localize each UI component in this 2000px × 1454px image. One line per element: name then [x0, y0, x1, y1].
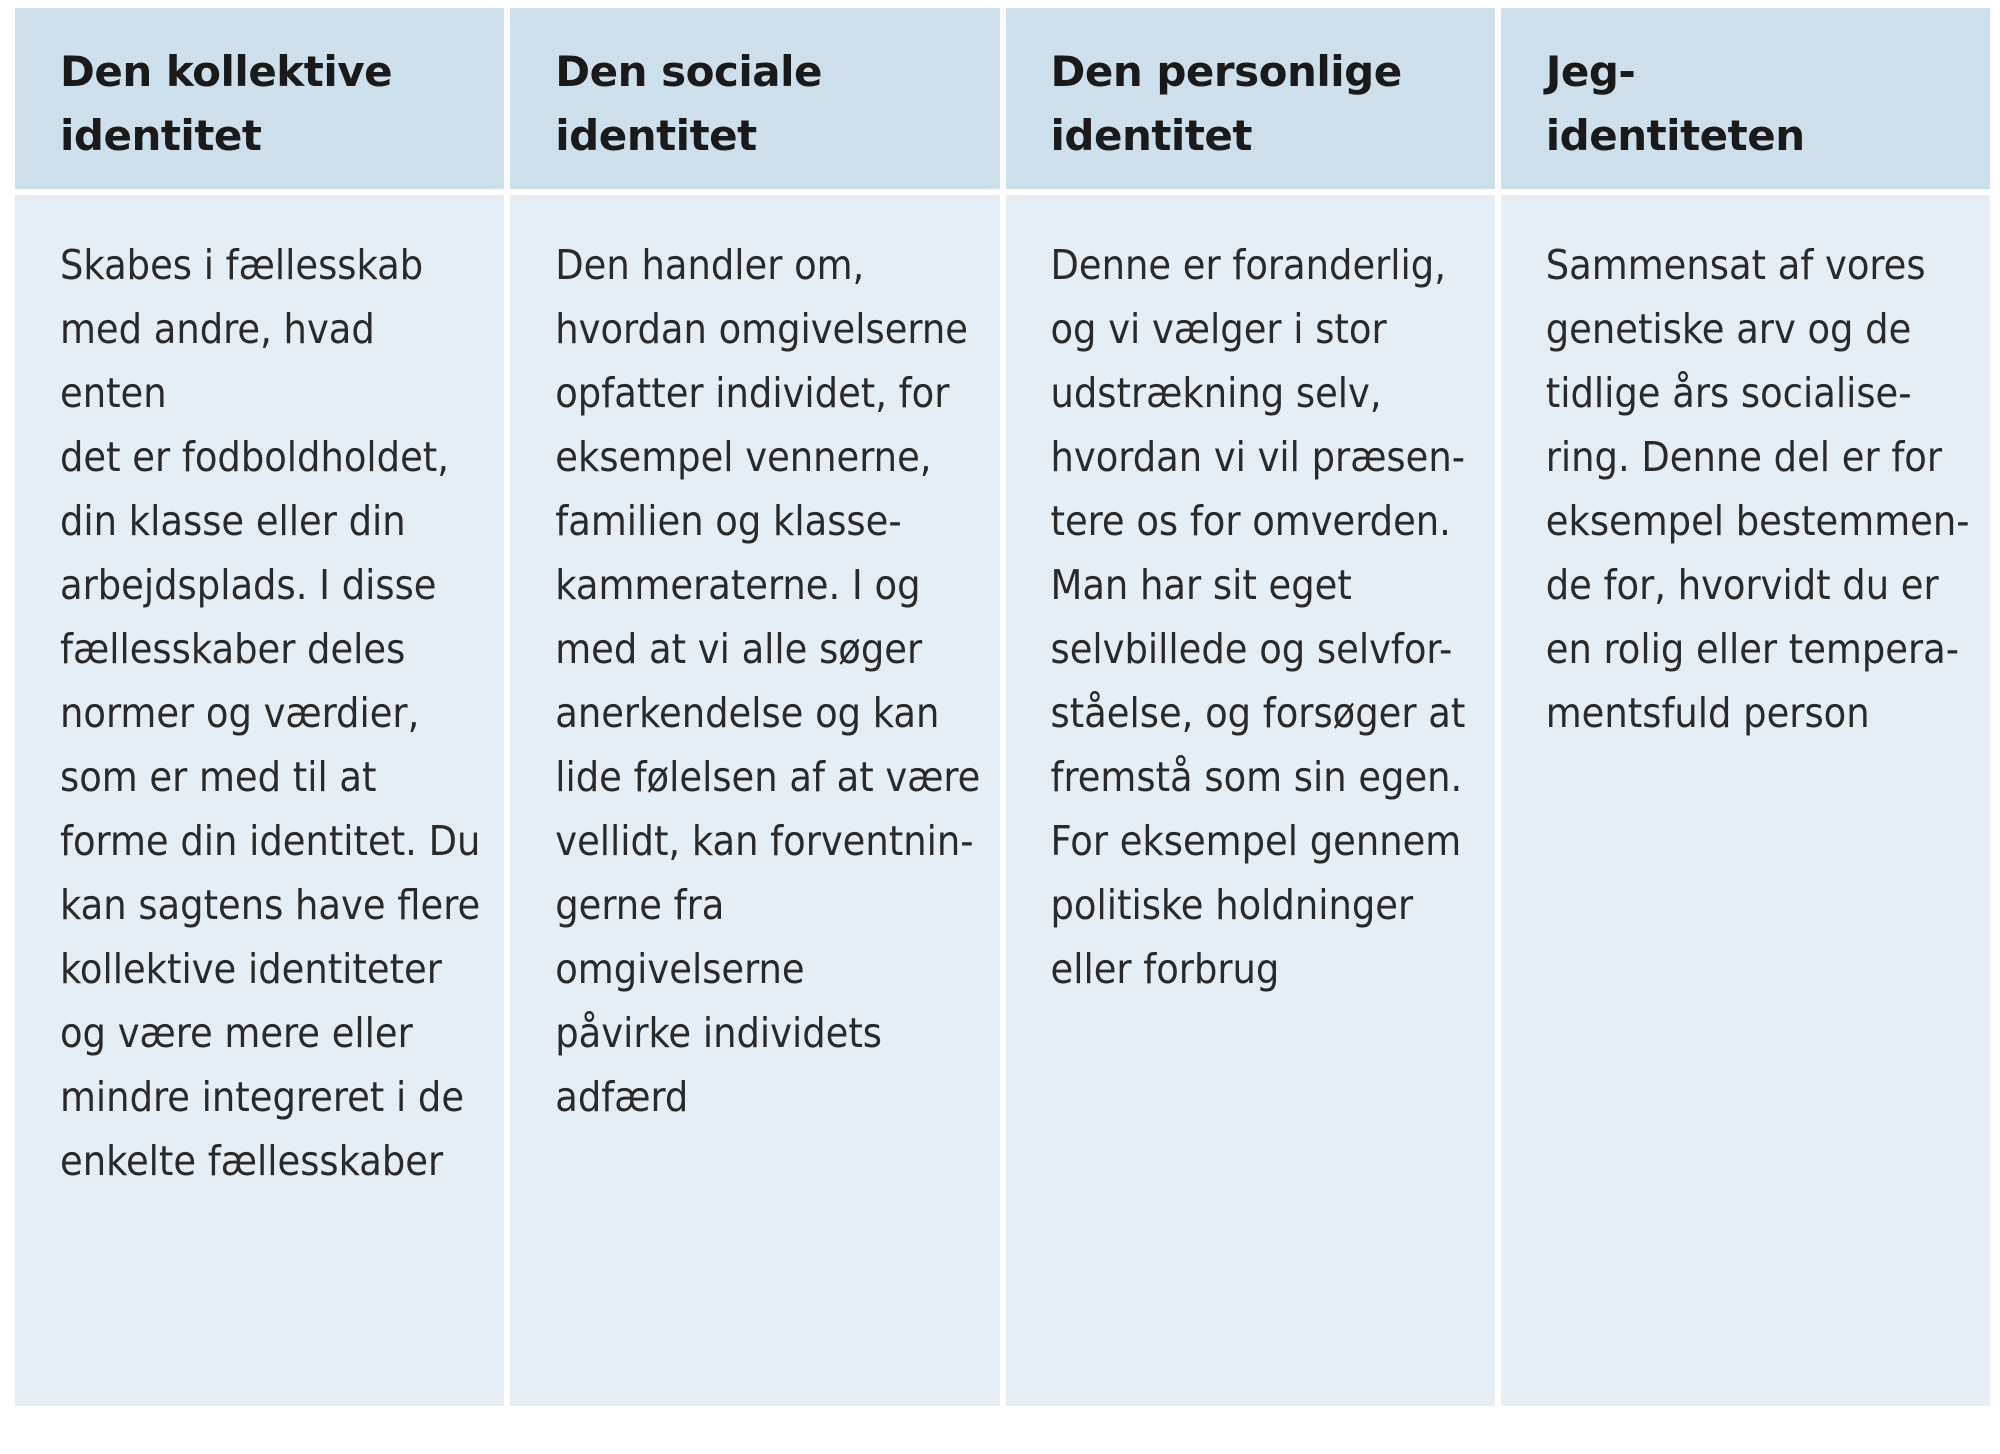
column-header: Den sociale identitet: [510, 8, 999, 189]
column-collective-identity: [15, 8, 504, 1406]
column-header: Den kollektive identitet: [15, 8, 504, 189]
column-body: Sammensat af vores genetiske arv og de tidlige års socialise- ring. Denne del er for eksempel bestemmen- de for, hvorvidt du er en rolig eller tempera- mentsfuld person: [1501, 195, 1990, 1406]
column-social-identity: [510, 8, 999, 1406]
column-body: Den handler om, hvordan omgivelserne opfatter individet, for eksempel vennerne, familien og klasse- kammeraterne. I og med at vi alle søger anerkendelse og kan lide følelsen af at være vellidt, kan forventnin- gerne fra omgivelserne påvirke individets adfærd: [510, 195, 999, 1406]
column-ego-identity: [1501, 8, 1990, 1406]
column-body: Denne er foranderlig, og vi vælger i stor udstrækning selv, hvordan vi vil præsen- tere os for omverden. Man har sit eget selvbillede og selvfor- ståelse, og forsøger at fremstå som sin egen. For eksempel gennem politiske holdninger eller forbrug: [1006, 195, 1495, 1406]
column-personal-identity: [1006, 8, 1495, 1406]
column-body: Skabes i fællesskab med andre, hvad enten det er fodboldholdet, din klasse eller din arbejdsplads. I disse fællesskaber deles normer og værdier, som er med til at forme din identitet. Du kan sagtens have flere kollektive identiteter og være mere eller mindre integreret i de enkelte fællesskaber: [15, 195, 504, 1406]
column-header: Den personlige identitet: [1006, 8, 1495, 189]
column-header: Jeg- identiteten: [1501, 8, 1990, 189]
identity-table: [15, 8, 1990, 1406]
